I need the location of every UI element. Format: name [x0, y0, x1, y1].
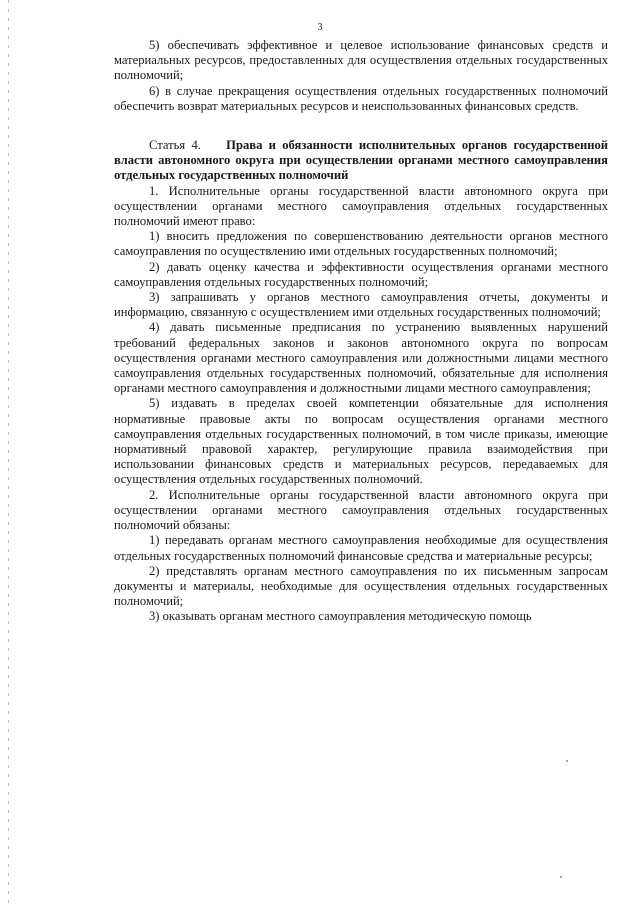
clause-1-item-4: 4) давать письменные предписания по устранению выявленных нарушений требований федеральных законов и законов автономного округа по вопросам осуществления органами местного самоуправления или должностными лицами местного самоуправления отдельных государственных полномочий, обязательные для исполнения органами местного самоуправления и должностными лицами местного самоуправления; — [114, 320, 608, 396]
scan-speck — [566, 760, 568, 762]
article-heading: Права и обязанности исполнительных органов государственной власти автономного округа при осуществлении органами местного самоуправления отдельных государственных полномочий — [114, 138, 609, 183]
clause-1-item-5: 5) издавать в пределах своей компетенции обязательные для исполнения нормативные правовые акты по вопросам осуществления органами местного самоуправления отдельных государственных полномочий, в том числе приказы, имеющие нормативный правовой характер, регулирующие правила взаимодействия при использовании финансовых средств и материальных ресурсов, передаваемых для осуществления отдельных государственных полномочий. — [114, 396, 608, 487]
paragraph-item-5: 5) обеспечивать эффективное и целевое использование финансовых средств и материальных ресурсов, предоставленных для осуществления отдельных государственных полномочий; — [114, 38, 608, 83]
clause-2-item-1: 1) передавать органам местного самоуправления необходимые для осуществления отдельных государственных полномочий финансовые средства и материальные ресурсы; — [114, 533, 608, 563]
article-label: Статья 4. — [149, 138, 201, 153]
article-title — [114, 138, 608, 184]
clause-1-intro: 1. Исполнительные органы государственной власти автономного округа при осуществлении органами местного самоуправления отдельных государственных полномочий имеют право: — [114, 183, 608, 229]
document-body — [114, 38, 608, 625]
clause-2-item-3: 3) оказывать органам местного самоуправления методическую помощь — [149, 609, 532, 624]
clause-2-item-2: 2) представлять органам местного самоуправления по их письменным запросам документы и материалы, необходимые для осуществления отдельных государственных полномочий; — [114, 563, 608, 609]
scan-speck — [560, 876, 562, 878]
scan-edge-line — [8, 0, 9, 905]
clause-2-intro: 2. Исполнительные органы государственной власти автономного округа при осуществлении органами местного самоуправления отдельных государственных полномочий обязаны: — [114, 487, 608, 533]
clause-1-item-3: 3) запрашивать у органов местного самоуправления отчеты, документы и информацию, связанную с осуществлением ими отдельных государственных полномочий; — [114, 290, 608, 320]
clause-1-item-2: 2) давать оценку качества и эффективности осуществления органами местного самоуправления отдельных государственных полномочий; — [114, 259, 608, 289]
paragraph-item-6: 6) в случае прекращения осуществления отдельных государственных полномочий обеспечить возврат материальных ресурсов и неиспользованных финансовых средств. — [114, 83, 608, 113]
clause-1-item-1: 1) вносить предложения по совершенствованию деятельности органов местного самоуправления по осуществлению ими отдельных государственных полномочий; — [114, 229, 608, 259]
page-number: 3 — [317, 22, 323, 33]
